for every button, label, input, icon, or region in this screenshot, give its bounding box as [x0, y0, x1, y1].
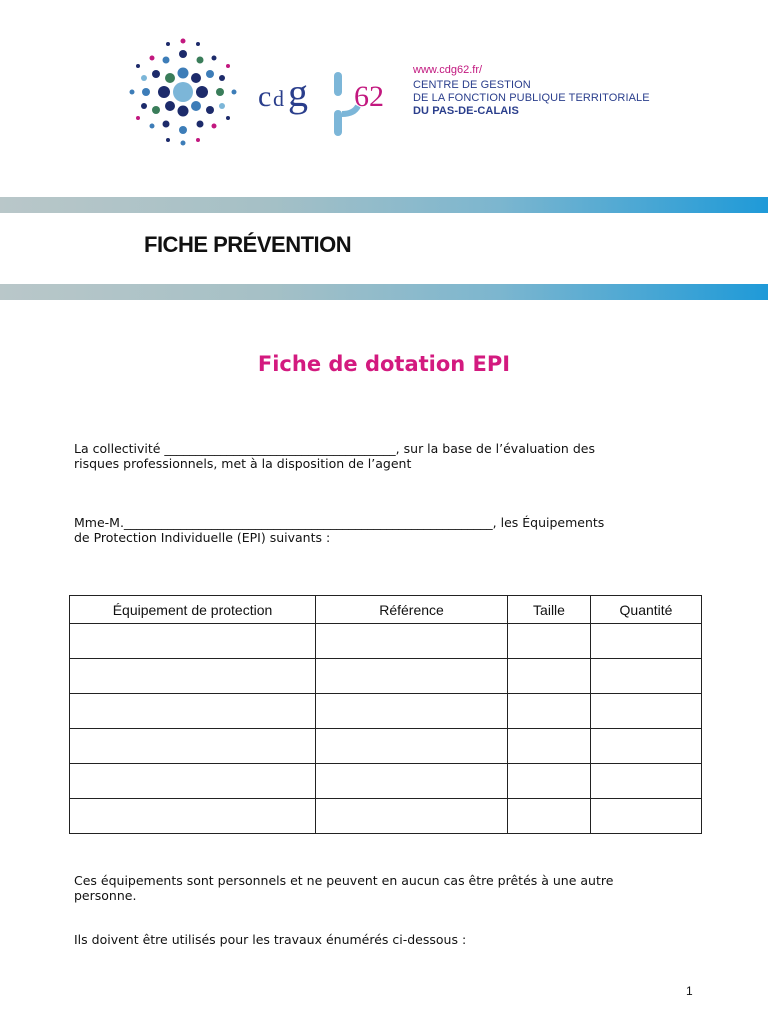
cell-reference[interactable] — [316, 659, 508, 694]
svg-text:g: g — [288, 70, 308, 115]
cell-quantite[interactable] — [591, 659, 702, 694]
cdg62-logo-mark — [124, 36, 242, 148]
cell-taille[interactable] — [508, 799, 591, 834]
epi-table — [69, 595, 702, 834]
org-line-2: DE LA FONCTION PUBLIQUE TERRITORIALE — [413, 92, 650, 104]
cell-taille[interactable] — [508, 764, 591, 799]
cell-taille[interactable] — [508, 729, 591, 764]
cell-equipement[interactable] — [70, 624, 316, 659]
cell-quantite[interactable] — [591, 764, 702, 799]
table-row — [70, 624, 702, 659]
org-line-1: CENTRE DE GESTION — [413, 79, 531, 91]
svg-text:c: c — [258, 80, 272, 113]
cell-equipement[interactable] — [70, 764, 316, 799]
cell-equipement[interactable] — [70, 694, 316, 729]
banner-title: FICHE PRÉVENTION — [144, 232, 352, 257]
paragraph-personnel: Ces équipements sont personnels et ne peuvent en aucun cas être prêtés à une autre personne. — [74, 873, 614, 903]
header-band-top — [0, 197, 768, 213]
header-band-bottom — [0, 284, 768, 300]
cell-reference[interactable] — [316, 624, 508, 659]
cell-quantite[interactable] — [591, 729, 702, 764]
cell-reference[interactable] — [316, 694, 508, 729]
cell-taille[interactable] — [508, 694, 591, 729]
cell-equipement[interactable] — [70, 659, 316, 694]
cell-reference[interactable] — [316, 764, 508, 799]
table-header-row — [70, 596, 702, 624]
org-info — [413, 64, 650, 118]
svg-text:62: 62 — [354, 80, 384, 113]
cell-quantite[interactable] — [591, 624, 702, 659]
table-row — [70, 799, 702, 834]
cell-equipement[interactable] — [70, 729, 316, 764]
table-row — [70, 764, 702, 799]
document-title: Fiche de dotation EPI — [257, 352, 511, 376]
cell-equipement[interactable] — [70, 799, 316, 834]
header-taille: Taille — [508, 596, 591, 624]
page-number: 1 — [686, 984, 693, 998]
table-row — [70, 694, 702, 729]
org-line-3: DU PAS-DE-CALAIS — [413, 105, 519, 117]
cell-quantite[interactable] — [591, 694, 702, 729]
table-row — [70, 659, 702, 694]
cell-quantite[interactable] — [591, 799, 702, 834]
header-quantite: Quantité — [591, 596, 702, 624]
svg-text:d: d — [273, 86, 284, 111]
cdg62-logo-wordmark — [258, 66, 398, 136]
paragraph-travaux: Ils doivent être utilisés pour les travaux énumérés ci-dessous : — [74, 932, 467, 947]
website-link[interactable]: www.cdg62.fr/ — [413, 64, 483, 76]
paragraph-collectivite: La collectivité _____________________________________, sur la base de l’évaluation des risques professionnels, met à la disposition de l’agent — [74, 441, 595, 471]
table-row — [70, 729, 702, 764]
header-reference: Référence — [316, 596, 508, 624]
paragraph-agent: Mme-M.___________________________________________________________, les Équipements de Protection Individuelle (EPI) suivants : — [74, 515, 605, 545]
cell-reference[interactable] — [316, 799, 508, 834]
cell-taille[interactable] — [508, 624, 591, 659]
cell-taille[interactable] — [508, 659, 591, 694]
header-equipement: Équipement de protection — [70, 596, 316, 624]
cell-reference[interactable] — [316, 729, 508, 764]
